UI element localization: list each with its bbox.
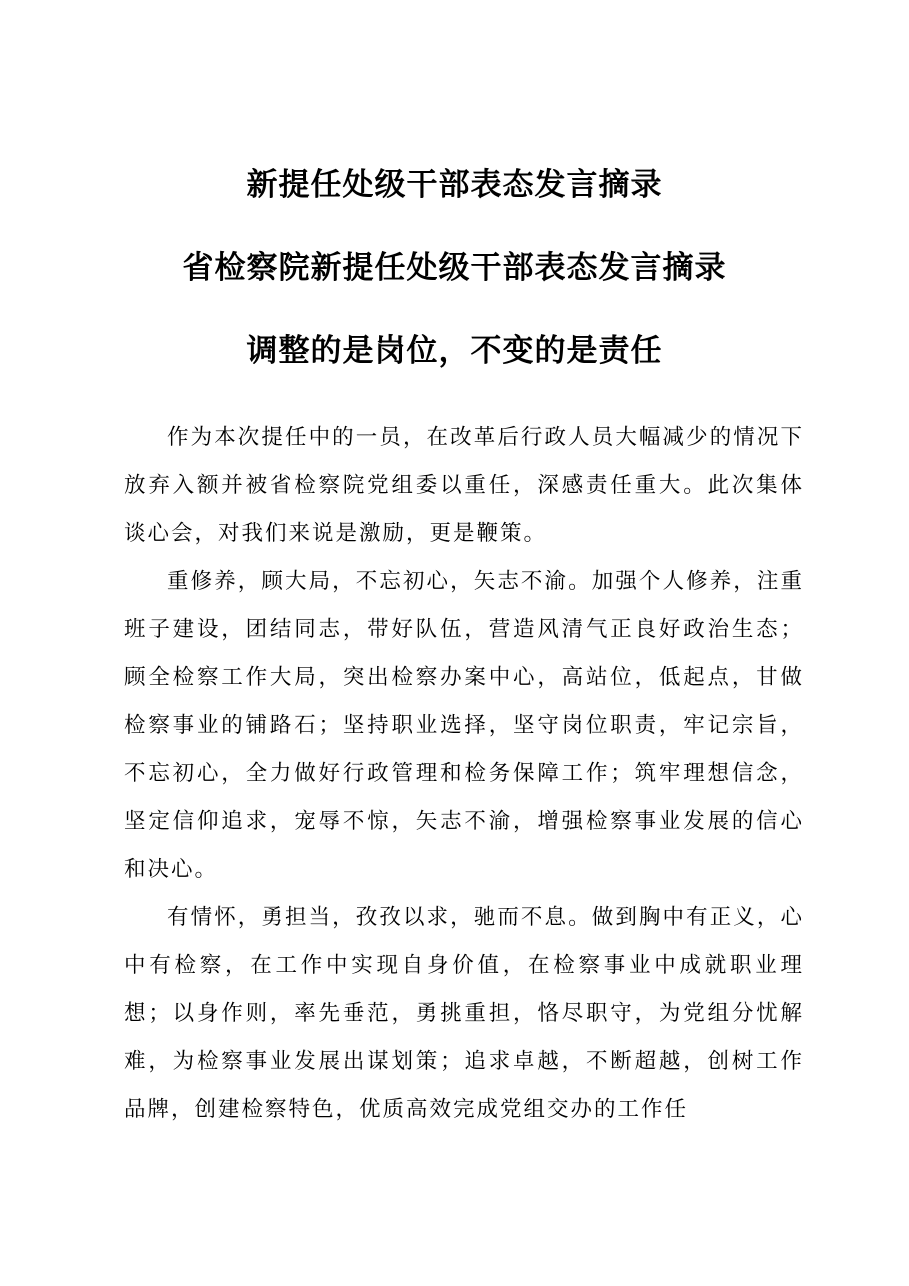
section-heading: 调整的是岗位，不变的是责任 bbox=[246, 333, 663, 369]
document-body bbox=[124, 414, 804, 1134]
title-block bbox=[0, 160, 909, 409]
main-title: 新提任处级干部表态发言摘录 bbox=[246, 167, 663, 203]
paragraph-commitment: 有情怀，勇担当，孜孜以求，驰而不息。做到胸中有正义，心中有检察，在工作中实现自身价值，在检察事业中成就职业理想；以身作则，率先垂范，勇挑重担，恪尽职守，为党组分忧解难，为检察事业发展出谋划策；追求卓越，不断超越，创树工作品牌，创建检察特色，优质高效完成党组交办的工作任 bbox=[124, 905, 804, 1122]
paragraph-cultivation: 重修养，顾大局，不忘初心，矢志不渝。加强个人修养，注重班子建设，团结同志，带好队伍，营造风清气正良好政治生态；顾全检察工作大局，突出检察办案中心，高站位，低起点，甘做检察事业的铺路石；坚持职业选择，坚守岗位职责，牢记宗旨，不忘初心，全力做好行政管理和检务保障工作；筑牢理想信念，坚定信仰追求，宠辱不惊，矢志不渝，增强检察事业发展的信心和决心。 bbox=[124, 569, 804, 882]
paragraph-intro: 作为本次提任中的一员，在改革后行政人员大幅减少的情况下放弃入额并被省检察院党组委以重任，深感责任重大。此次集体谈心会，对我们来说是激励，更是鞭策。 bbox=[124, 425, 804, 546]
subtitle: 省检察院新提任处级干部表态发言摘录 bbox=[182, 250, 727, 286]
